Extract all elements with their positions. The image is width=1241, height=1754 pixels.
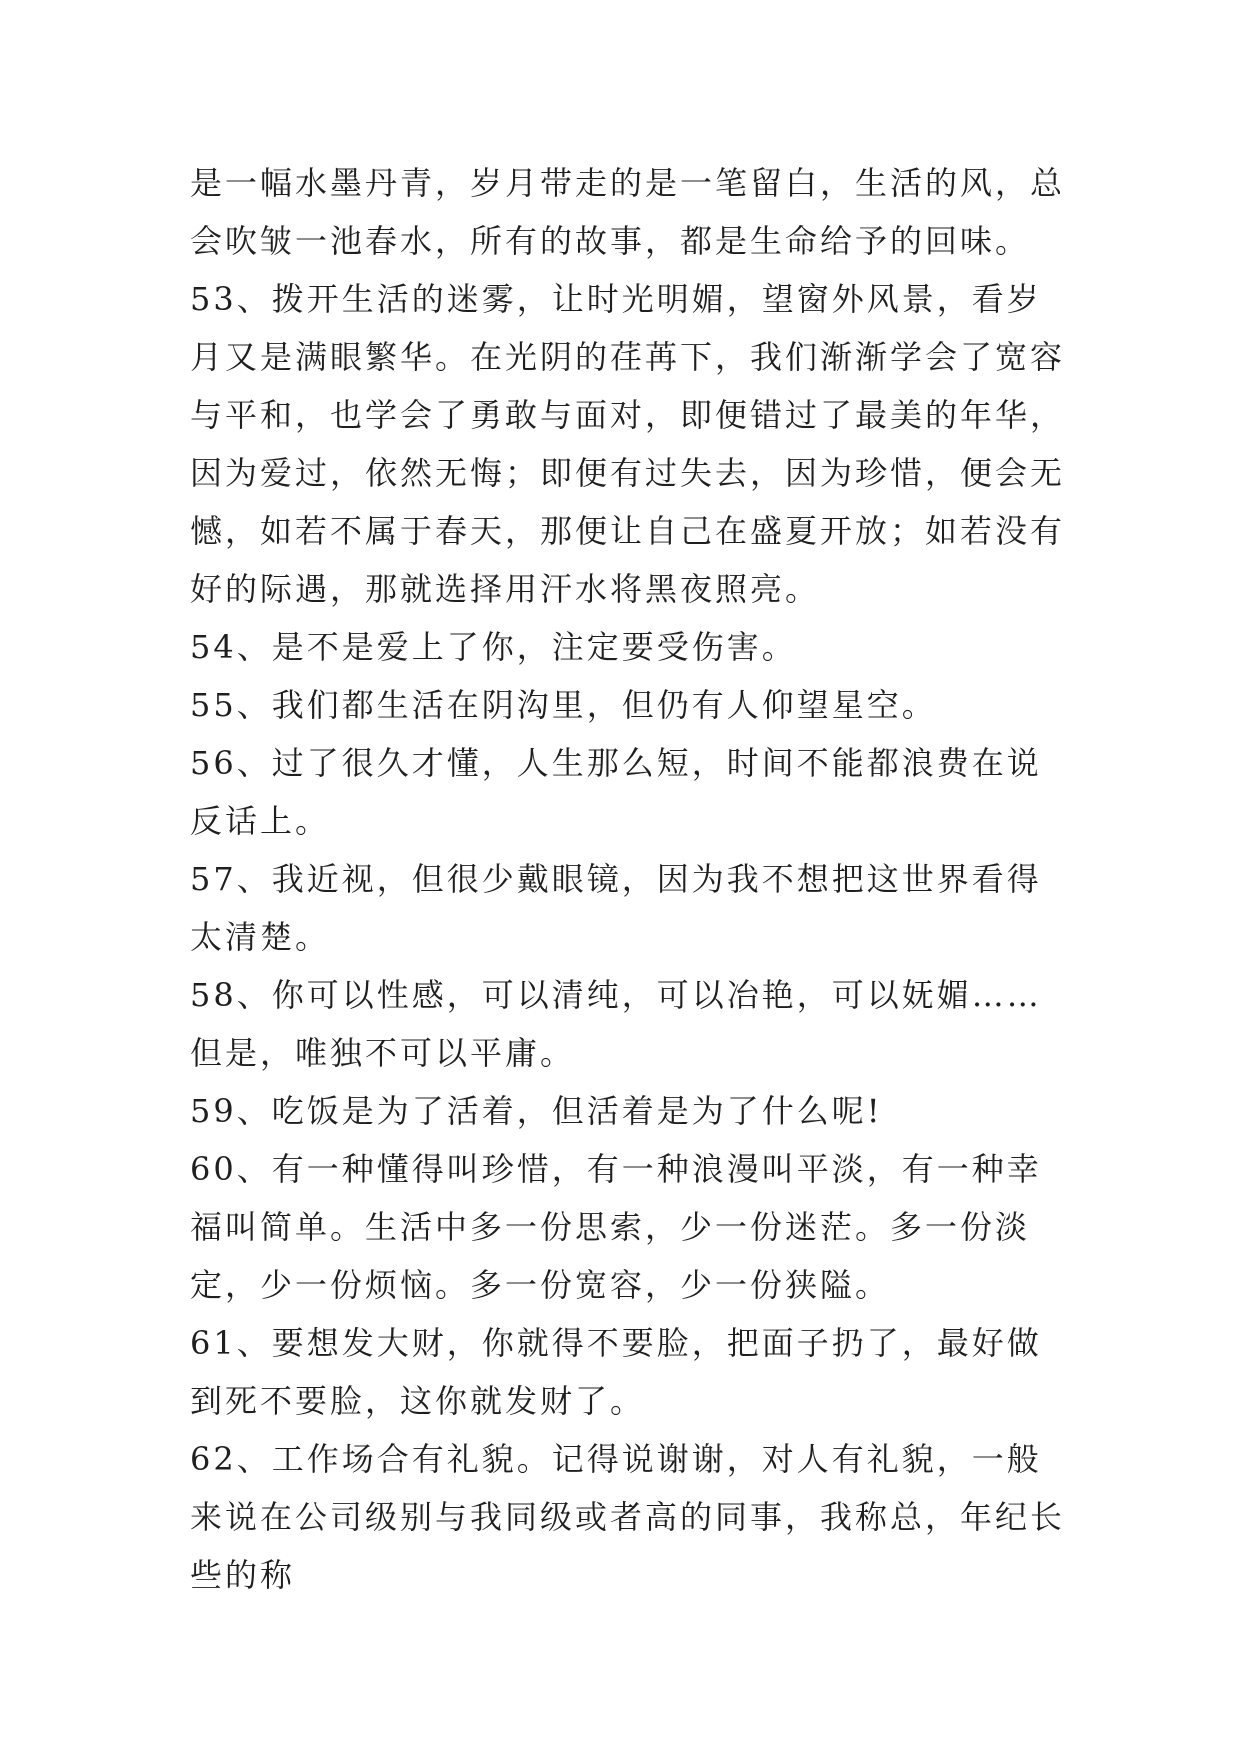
- paragraph-62: 62、工作场合有礼貌。记得说谢谢，对人有礼貌，一般来说在公司级别与我同级或者高的同事，我称总，年纪长些的称: [190, 1440, 1066, 1594]
- document-body: [190, 154, 1070, 1604]
- paragraph-58: 58、你可以性感，可以清纯，可以冶艳，可以妩媚……但是，唯独不可以平庸。: [190, 976, 1042, 1072]
- paragraph-55: 55、我们都生活在阴沟里，但仍有人仰望星空。: [190, 686, 937, 724]
- paragraph-continuation: 是一幅水墨丹青，岁月带走的是一笔留白，生活的风，总会吹皱一池春水，所有的故事，都是生命给予的回味。: [190, 164, 1066, 260]
- paragraph-60: 60、有一种懂得叫珍惜，有一种浪漫叫平淡，有一种幸福叫简单。生活中多一份思索，少一份迷茫。多一份淡定，少一份烦恼。多一份宽容，少一份狭隘。: [190, 1150, 1042, 1304]
- paragraph-53: 53、拨开生活的迷雾，让时光明媚，望窗外风景，看岁月又是满眼繁华。在光阴的荏苒下，我们渐渐学会了宽容与平和，也学会了勇敢与面对，即便错过了最美的年华，因为爱过，依然无悔；即便有过失去，因为珍惜，便会无憾，如若不属于春天，那便让自己在盛夏开放；如若没有好的际遇，那就选择用汗水将黑夜照亮。: [190, 280, 1066, 608]
- paragraph-59: 59、吃饭是为了活着，但活着是为了什么呢!: [190, 1092, 883, 1130]
- paragraph-56: 56、过了很久才懂，人生那么短，时间不能都浪费在说反话上。: [190, 744, 1042, 840]
- paragraph-54: 54、是不是爱上了你，注定要受伤害。: [190, 628, 797, 666]
- paragraph-57: 57、我近视，但很少戴眼镜，因为我不想把这世界看得太清楚。: [190, 860, 1042, 956]
- paragraph-61: 61、要想发大财，你就得不要脸，把面子扔了，最好做到死不要脸，这你就发财了。: [190, 1324, 1042, 1420]
